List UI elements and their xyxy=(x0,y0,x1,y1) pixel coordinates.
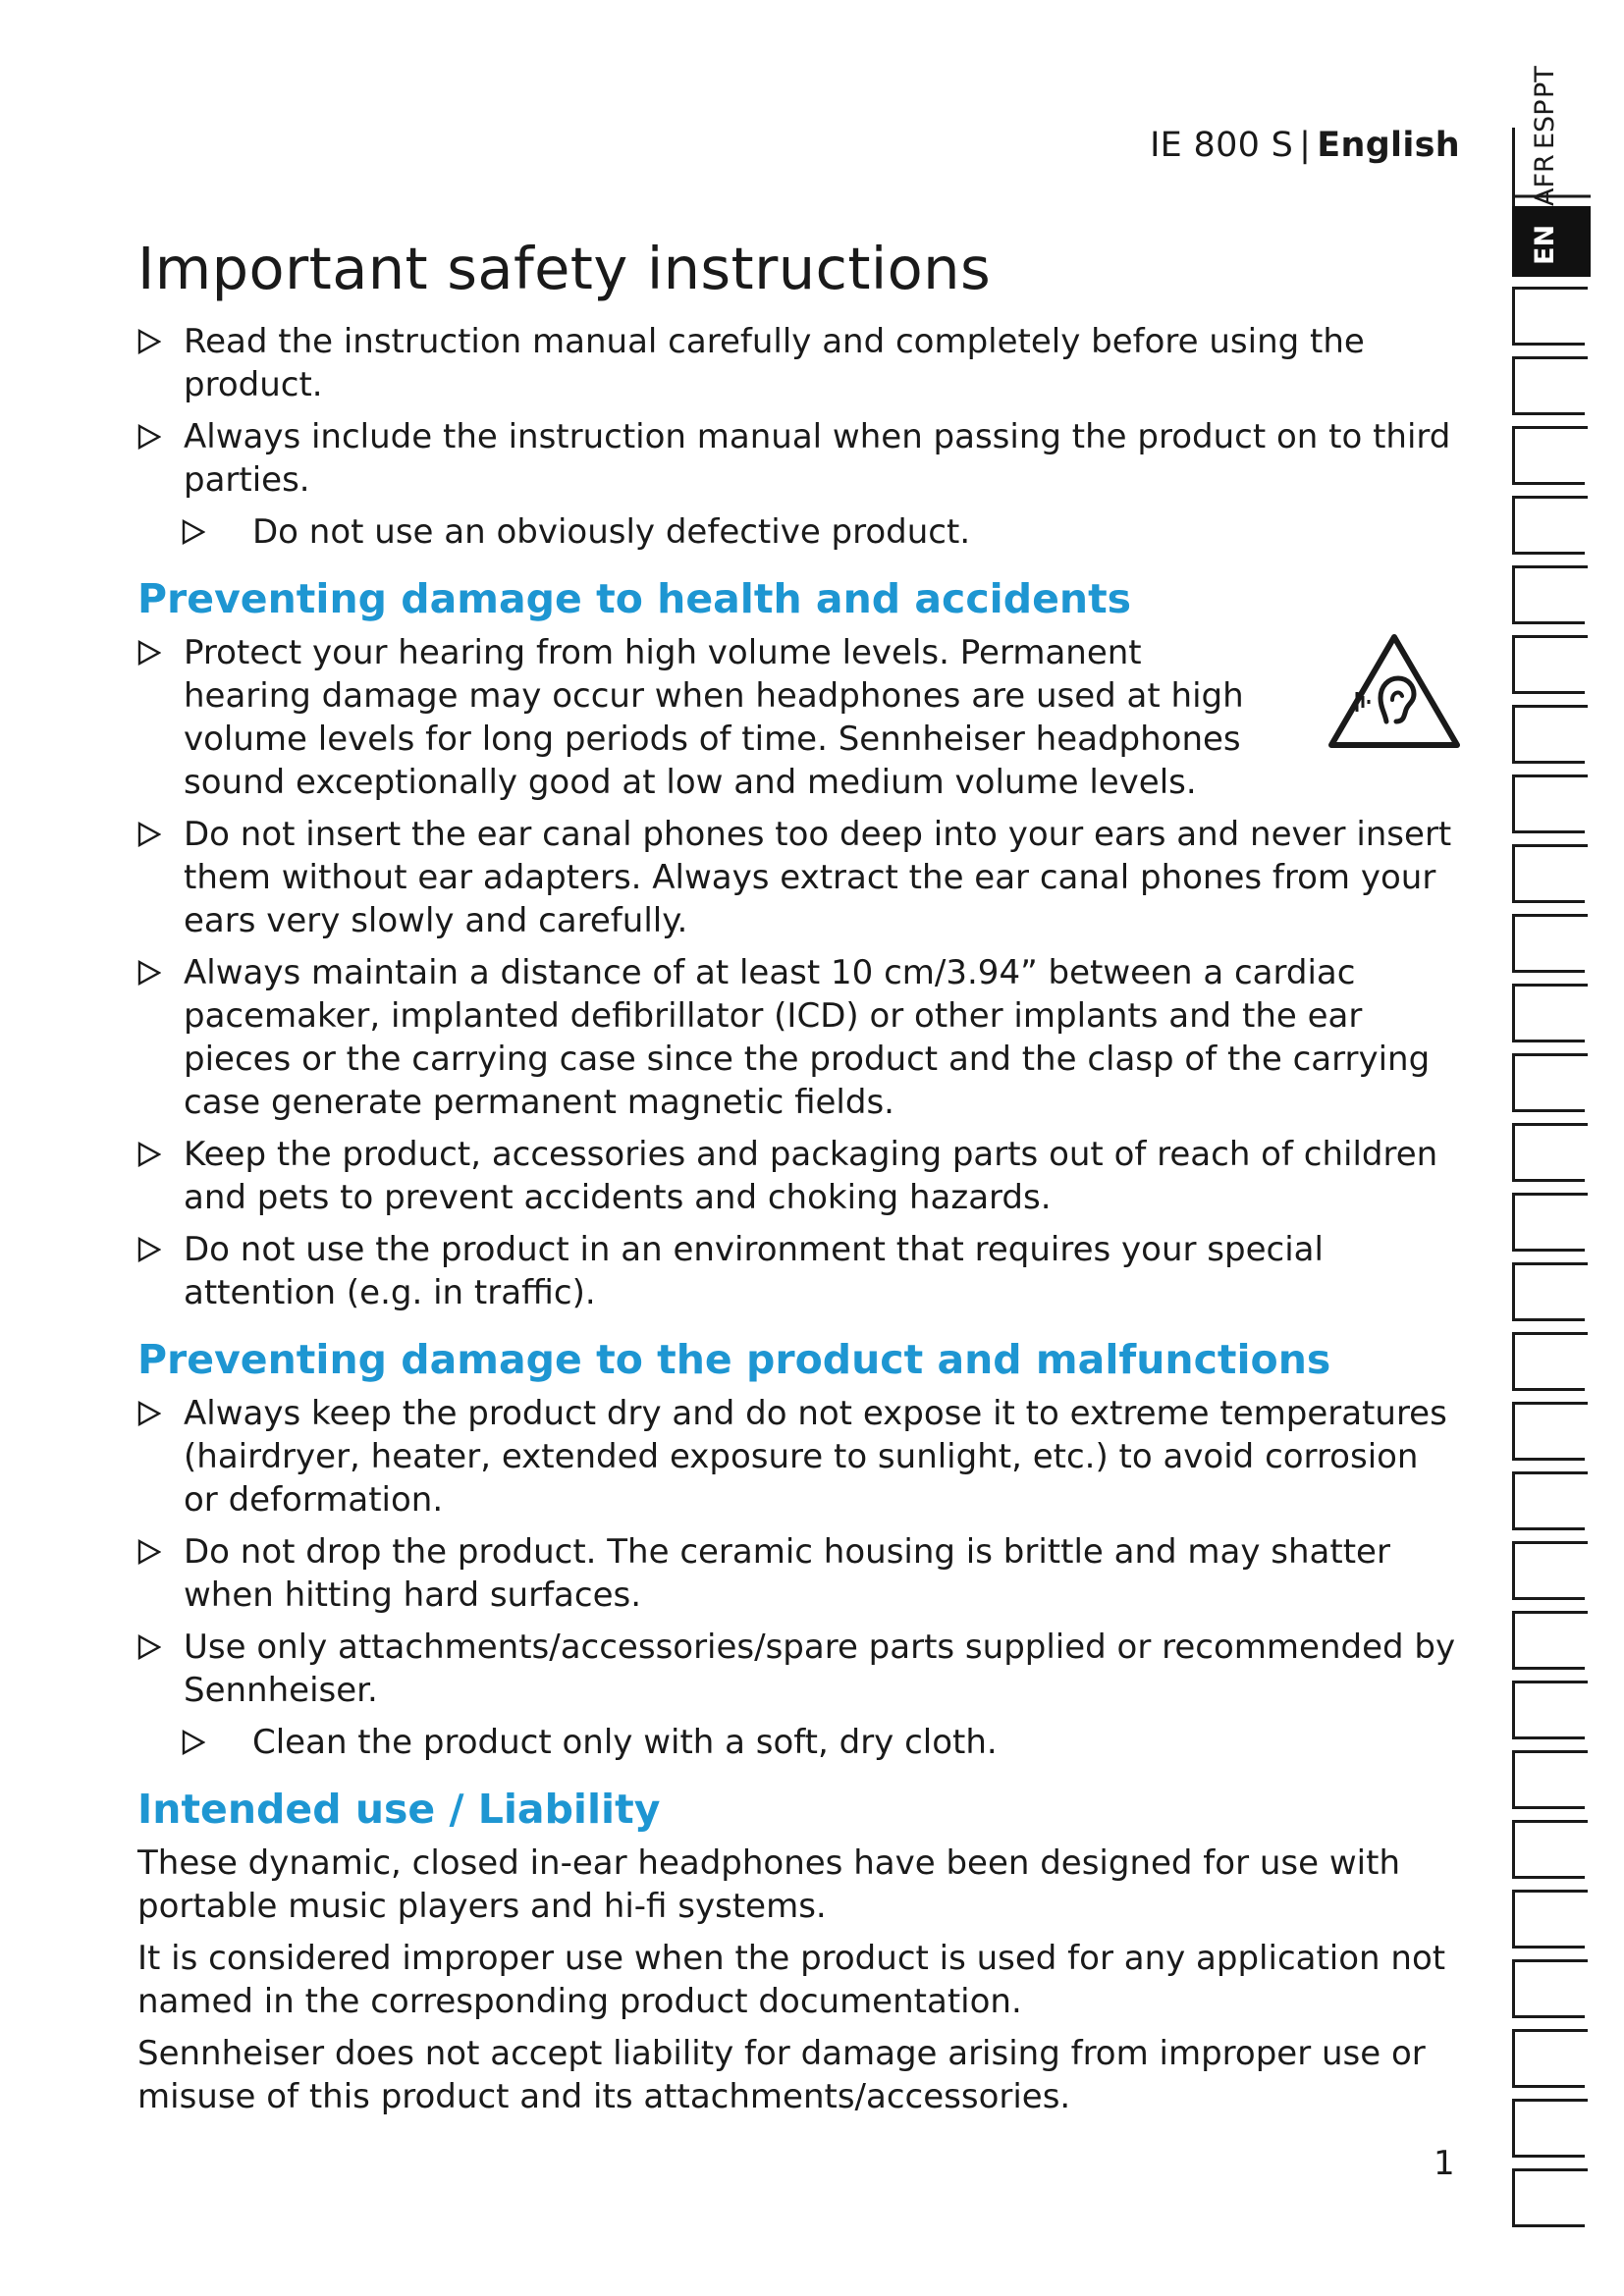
intro-item-text: Read the instruction manual carefully and completely before using the product. xyxy=(184,321,1365,404)
liability-paragraph: These dynamic, closed in-ear headphones have been designed for use with portable music players and hi-fi systems. xyxy=(137,1843,1400,1927)
intro-subitem xyxy=(137,510,1463,554)
product-item-text: Use only attachments/accessories/spare parts supplied or recommended by Sennheiser. xyxy=(184,1628,1456,1711)
tab-language-afr[interactable]: AFR xyxy=(1530,154,1560,206)
triangle-bullet-icon xyxy=(182,1730,205,1755)
triangle-bullet-icon xyxy=(137,1539,161,1565)
intro-item-text: Always include the instruction manual when passing the product on to third parties. xyxy=(184,416,1451,500)
product-item xyxy=(137,1392,1463,1522)
tab-box xyxy=(1512,705,1585,764)
tab-box xyxy=(1512,1820,1585,1879)
tab-box xyxy=(1512,1611,1585,1670)
tab-box xyxy=(1512,2168,1585,2227)
tab-box xyxy=(1512,774,1585,833)
page-number: 1 xyxy=(1434,2144,1455,2183)
tab-box xyxy=(1512,496,1585,555)
tab-box xyxy=(1512,1750,1585,1809)
liability-paragraph: Sennheiser does not accept liability for damage arising from improper use or misuse of this product and its attachments/accessories. xyxy=(137,2034,1426,2117)
triangle-bullet-icon xyxy=(137,329,161,354)
header-product: IE 800 S xyxy=(1150,126,1294,165)
product-item-text: Always keep the product dry and do not expose it to extreme temperatures (hairdryer, heater, extended exposure to sunlight, etc.) to avoid corrosion or deformation. xyxy=(184,1394,1447,1521)
tab-language-esp[interactable]: ESP xyxy=(1530,99,1560,149)
product-item xyxy=(137,1530,1463,1617)
product-item-text: Do not drop the product. The ceramic housing is brittle and may shatter when hitting hard surfaces. xyxy=(184,1532,1390,1616)
triangle-bullet-icon xyxy=(182,519,205,545)
product-item-text: Clean the product only with a soft, dry cloth. xyxy=(252,1723,998,1763)
tab-box xyxy=(1512,984,1585,1042)
health-item-text: Protect your hearing from high volume levels. Permanent hearing damage may occur when headphones are used at high volume levels for long periods of time. Sennheiser headphones sound exceptionally good at low and medium volume levels. xyxy=(184,633,1244,803)
health-item xyxy=(137,631,1463,804)
health-item-text: Do not insert the ear canal phones too deep into your ears and never insert them without ear adapters. Always extract the ear canal phones from your ears very slowly and carefully. xyxy=(184,815,1452,941)
health-item xyxy=(137,1228,1463,1314)
tab-box xyxy=(1512,914,1585,973)
tab-box xyxy=(1512,1471,1585,1530)
triangle-bullet-icon xyxy=(137,1634,161,1660)
triangle-bullet-icon xyxy=(137,640,161,666)
tab-language-en-label: EN xyxy=(1530,224,1560,265)
section-heading-product: Preventing damage to the product and malfunctions xyxy=(137,1336,1331,1384)
liability-paragraph: It is considered improper use when the product is used for any application not named in the corresponding product documentation. xyxy=(137,1939,1446,2022)
tab-box xyxy=(1512,287,1585,346)
tab-box xyxy=(1512,1681,1585,1739)
tab-box xyxy=(1512,1402,1585,1461)
health-item xyxy=(137,1133,1463,1219)
product-item xyxy=(137,1626,1463,1712)
tab-box xyxy=(1512,2029,1585,2088)
health-item-text: Always maintain a distance of at least 10 cm/3.94” between a cardiac pacemaker, implanted defibrillator (ICD) or other implants and the ear pieces or the carrying case since the product and the clasp of the carrying case generate permanent magnetic fields. xyxy=(184,953,1431,1123)
triangle-bullet-icon xyxy=(137,960,161,986)
tab-language-pt[interactable]: PT xyxy=(1530,66,1560,98)
intro-item xyxy=(137,320,1463,406)
triangle-bullet-icon xyxy=(137,1142,161,1167)
tab-box xyxy=(1512,1123,1585,1182)
main-content xyxy=(137,236,1463,2127)
header-language: English xyxy=(1317,126,1460,165)
triangle-bullet-icon xyxy=(137,1401,161,1426)
tab-box xyxy=(1512,1890,1585,1949)
page-header xyxy=(1150,126,1460,165)
tab-strip-edge xyxy=(1512,128,1591,208)
tab-box xyxy=(1512,1053,1585,1112)
health-item xyxy=(137,951,1463,1124)
page-title: Important safety instructions xyxy=(137,235,992,302)
health-item-text: Do not use the product in an environment that requires your special attention (e.g. in traffic). xyxy=(184,1230,1324,1313)
health-item xyxy=(137,813,1463,942)
tab-box xyxy=(1512,1541,1585,1600)
triangle-bullet-icon xyxy=(137,822,161,847)
tab-box xyxy=(1512,2099,1585,2158)
section-heading-liability: Intended use / Liability xyxy=(137,1786,661,1834)
health-item-text: Keep the product, accessories and packaging parts out of reach of children and pets to prevent accidents and choking hazards. xyxy=(184,1135,1438,1218)
triangle-bullet-icon xyxy=(137,1237,161,1262)
header-separator: | xyxy=(1299,126,1312,165)
section-heading-health: Preventing damage to health and accidents xyxy=(137,574,1132,622)
tab-box xyxy=(1512,635,1585,694)
hearing-damage-warning-icon xyxy=(1326,631,1463,753)
tab-language-en[interactable] xyxy=(1512,206,1591,277)
tab-box xyxy=(1512,356,1585,415)
tab-box xyxy=(1512,844,1585,903)
tab-box xyxy=(1512,1262,1585,1321)
intro-item xyxy=(137,415,1463,502)
tab-box xyxy=(1512,1193,1585,1252)
triangle-bullet-icon xyxy=(137,424,161,450)
product-subitem xyxy=(137,1721,1463,1764)
intro-item-text: Do not use an obviously defective product. xyxy=(252,511,971,552)
tab-box xyxy=(1512,1332,1585,1391)
tab-box xyxy=(1512,1959,1585,2018)
tab-box xyxy=(1512,426,1585,485)
tab-box xyxy=(1512,565,1585,624)
